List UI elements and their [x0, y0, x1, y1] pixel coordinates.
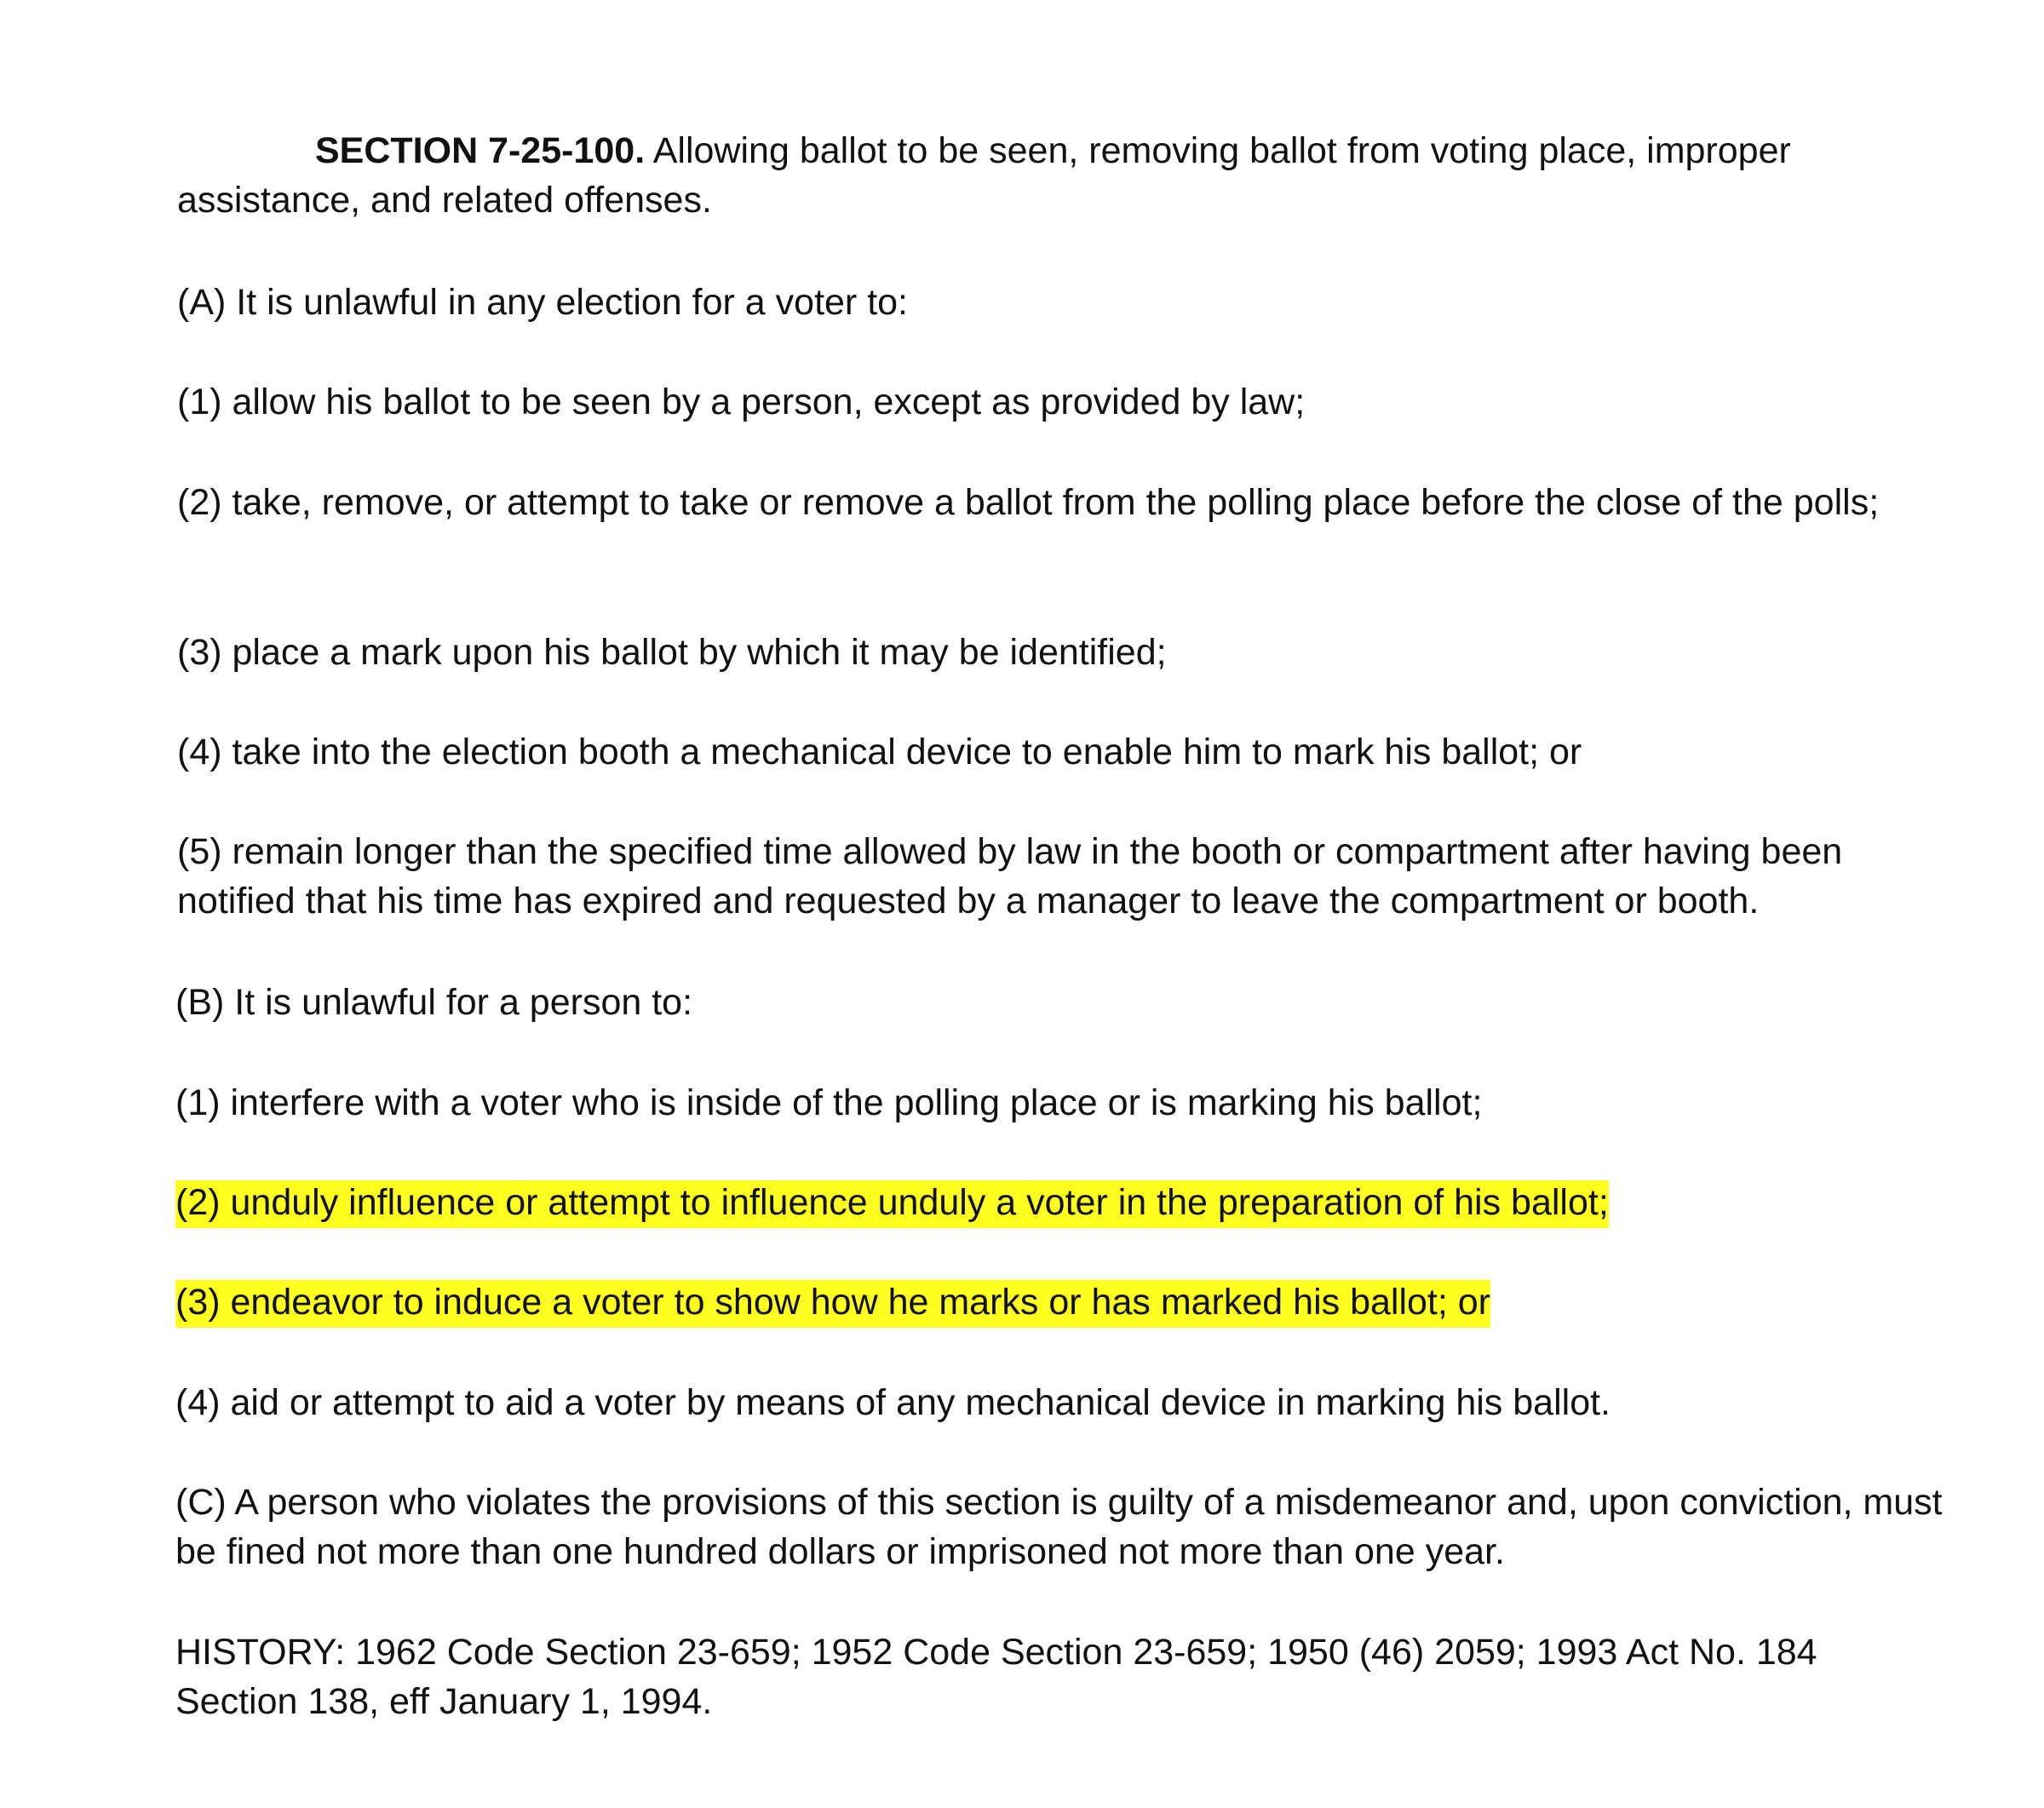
subsection-b-item-3 — [175, 1277, 1947, 1327]
highlighted-text: (2) unduly influence or attempt to influence unduly a voter in the preparation of his ballot; — [175, 1180, 1609, 1228]
subsection-b-intro: (B) It is unlawful for a person to: — [175, 982, 693, 1023]
subsection-a-item-3: (3) place a mark upon his ballot by which it may be identified; — [177, 632, 1167, 673]
highlighted-text: (3) endeavor to induce a voter to show how he marks or has marked his ballot; or — [175, 1280, 1490, 1328]
section-heading — [177, 126, 1949, 225]
subsection-b-item-4: (4) aid or attempt to aid a voter by means of any mechanical device in marking his ballot. — [175, 1382, 1611, 1423]
section-number: SECTION 7-25-100. — [315, 130, 646, 171]
history-note: HISTORY: 1962 Code Section 23-659; 1952 Code Section 23-659; 1950 (46) 2059; 1993 Act No. 184 Section 138, eff January 1, 1994. — [175, 1632, 1817, 1722]
subsection-b-item-1: (1) interfere with a voter who is inside of the polling place or is marking his ballot; — [175, 1082, 1483, 1123]
subsection-a-item-1: (1) allow his ballot to be seen by a person, except as provided by law; — [177, 382, 1306, 422]
subsection-c: (C) A person who violates the provisions of this section is guilty of a misdemeanor and, upon conviction, must be fined not more than one hundred dollars or imprisoned not more than one year. — [175, 1482, 1943, 1572]
subsection-a-intro: (A) It is unlawful in any election for a voter to: — [177, 282, 909, 323]
subsection-a-item-5: (5) remain longer than the specified time allowed by law in the booth or compartment after having been notified that his time has expired and requested by a manager to leave the compartment or booth. — [177, 831, 1843, 921]
subsection-b-item-2 — [175, 1178, 1947, 1227]
subsection-a-item-2: (2) take, remove, or attempt to take or remove a ballot from the polling place before the close of the polls; — [177, 482, 1880, 523]
section-title: Allowing ballot to be seen, removing ballot from voting place, improper assistance, and related offenses. — [177, 130, 1791, 221]
subsection-a-item-4: (4) take into the election booth a mechanical device to enable him to mark his ballot; or — [177, 732, 1582, 772]
